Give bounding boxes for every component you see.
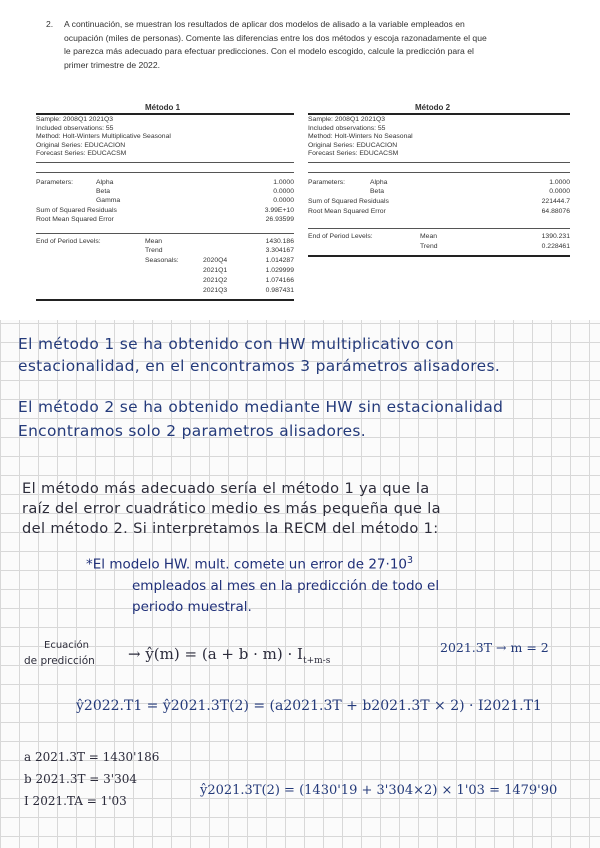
exponent: 3 xyxy=(407,555,414,566)
printed-exercise xyxy=(0,0,600,320)
prediction-formula xyxy=(128,645,330,666)
info-line: Method: Holt-Winters Multiplicative Seasonal xyxy=(36,133,171,141)
seasonals-label: Seasonals: xyxy=(145,257,179,264)
statement-line: le parezca más adecuado para efectuar predicciones. Con el modelo escogido, calcule la predicción para el xyxy=(64,46,474,56)
interpretation-line2: empleados al mes en la predicción de todo el xyxy=(132,578,440,594)
info-line: Included observations: 55 xyxy=(36,124,114,132)
statement-line: ocupación (miles de personas). Comente las diferencias entre los dos métodos y escoja razonadamente el que xyxy=(64,32,487,43)
param-value: 0.0000 xyxy=(273,188,294,195)
info-line: Original Series: EDUCACION xyxy=(308,141,398,149)
param-name: Gamma xyxy=(96,197,121,204)
level-name: Mean xyxy=(145,238,163,245)
method2-end-label: End of Period Levels: xyxy=(308,233,373,240)
param-name: Alpha xyxy=(370,179,388,186)
info-line: Method: Holt-Winters No Seasonal xyxy=(308,133,413,141)
param-value: 1.0000 xyxy=(549,179,570,186)
level-value: 1430.186 xyxy=(265,238,294,245)
seasonal-value: 1.074166 xyxy=(265,277,294,284)
info-line: Original Series: EDUCACION xyxy=(36,141,126,149)
method2-top-rule xyxy=(308,113,570,115)
stat-value: 64.88076 xyxy=(541,208,570,215)
level-value: 1390.231 xyxy=(541,233,570,240)
seasonal-quarter: 2020Q4 xyxy=(203,257,228,264)
method2-title: Método 2 xyxy=(415,103,451,112)
note-method2-line2: Encontramos solo 2 parametros alisadores. xyxy=(18,422,367,440)
param-value-a: a 2021.3T = 1430'186 xyxy=(24,750,160,764)
stat-value: 3.99E+10 xyxy=(264,207,294,214)
method1-end-label: End of Period Levels: xyxy=(36,238,101,245)
level-name: Trend xyxy=(420,243,438,250)
method1-bottom-rule xyxy=(36,299,294,301)
param-name: Beta xyxy=(370,188,384,195)
seasonal-quarter: 2021Q1 xyxy=(203,267,228,274)
method1-info xyxy=(36,116,171,159)
method2-params-label: Parameters: xyxy=(308,179,346,186)
info-line: Included observations: 55 xyxy=(308,124,386,132)
statement-line: A continuación, se muestran los resultados de aplicar dos modelos de alisado a la variable empleados en xyxy=(64,19,465,29)
method2-info xyxy=(308,116,413,159)
conclusion-line1: El método más adecuado sería el método 1 ya que la xyxy=(22,480,430,497)
forecast-expansion: ŷ2022.T1 = ŷ2021.3T(2) = (a2021.3T + b2021.3T × 2) · I2021.T1 xyxy=(76,698,542,714)
method2-mid-rule xyxy=(308,162,570,163)
seasonal-value: 0.987431 xyxy=(265,287,294,294)
method1-levels-rule xyxy=(36,233,294,234)
method1-mid-rule xyxy=(36,162,294,163)
interpretation-line3: periodo muestral. xyxy=(132,599,252,615)
seasonal-quarter: 2021Q3 xyxy=(203,287,228,294)
formula-subscript: t+m-s xyxy=(302,656,331,666)
seasonal-value: 1.029999 xyxy=(265,267,294,274)
level-value: 3.304167 xyxy=(265,247,294,254)
stat-value: 221444.7 xyxy=(541,198,570,205)
stat-name: Sum of Squared Residuals xyxy=(308,198,389,205)
param-value: 0.0000 xyxy=(273,197,294,204)
note-method2-line1: El método 2 se ha obtenido mediante HW sin estacionalidad xyxy=(18,398,504,416)
stat-name: Sum of Squared Residuals xyxy=(36,207,117,214)
stat-value: 26.93599 xyxy=(265,216,294,223)
note-method1-line2: estacionalidad, en el encontramos 3 parámetros alisadores. xyxy=(18,357,501,375)
method2-sec-rule xyxy=(308,172,570,173)
equation-label-line2: de predicción xyxy=(24,655,95,667)
method1-top-rule xyxy=(36,113,294,115)
interpretation-text: *El modelo HW. mult. comete un error de 27·10 xyxy=(86,556,407,573)
interpretation-line1 xyxy=(86,555,413,573)
param-value-b: b 2021.3T = 3'304 xyxy=(24,772,138,786)
method1-title: Método 1 xyxy=(145,103,181,112)
stat-name: Root Mean Squared Error xyxy=(308,208,386,215)
method1-sec-rule xyxy=(36,172,294,173)
forecast-origin: 2021.3T → m = 2 xyxy=(440,640,549,655)
level-name: Trend xyxy=(145,247,163,254)
param-value-i: I 2021.TA = 1'03 xyxy=(24,794,127,808)
method1-params-label: Parameters: xyxy=(36,179,74,186)
exercise-statement xyxy=(46,18,564,72)
equation-label-line1: Ecuación xyxy=(44,640,90,651)
method2-bottom-rule xyxy=(308,255,570,257)
conclusion-line3: del método 2. Si interpretamos la RECM del método 1: xyxy=(22,520,439,537)
method2-levels-rule xyxy=(308,228,570,229)
seasonal-value: 1.014287 xyxy=(265,257,294,264)
level-name: Mean xyxy=(420,233,438,240)
level-value: 0.228461 xyxy=(541,243,570,250)
exercise-number: 2. xyxy=(46,19,54,29)
param-name: Alpha xyxy=(96,179,114,186)
statement-line: primer trimestre de 2022. xyxy=(64,59,160,70)
seasonal-quarter: 2021Q2 xyxy=(203,277,228,284)
info-line: Sample: 2008Q1 2021Q3 xyxy=(36,116,114,123)
note-method1-line1: El método 1 se ha obtenido con HW multiplicativo con xyxy=(18,335,455,353)
param-value: 1.0000 xyxy=(273,179,294,186)
conclusion-line2: raíz del error cuadrático medio es más pequeña que la xyxy=(22,500,441,517)
param-name: Beta xyxy=(96,188,110,195)
forecast-result: ŷ2021.3T(2) = (1430'19 + 3'304×2) × 1'03 = 1479'90 xyxy=(200,783,558,798)
info-line: Sample: 2008Q1 2021Q3 xyxy=(308,116,386,123)
stat-name: Root Mean Squared Error xyxy=(36,216,114,223)
param-value: 0.0000 xyxy=(549,188,570,195)
info-line: Forecast Series: EDUCACSM xyxy=(36,150,127,158)
info-line: Forecast Series: EDUCACSM xyxy=(308,150,399,158)
formula-text: → ŷ(m) = (a + b · m) · I xyxy=(128,645,303,663)
